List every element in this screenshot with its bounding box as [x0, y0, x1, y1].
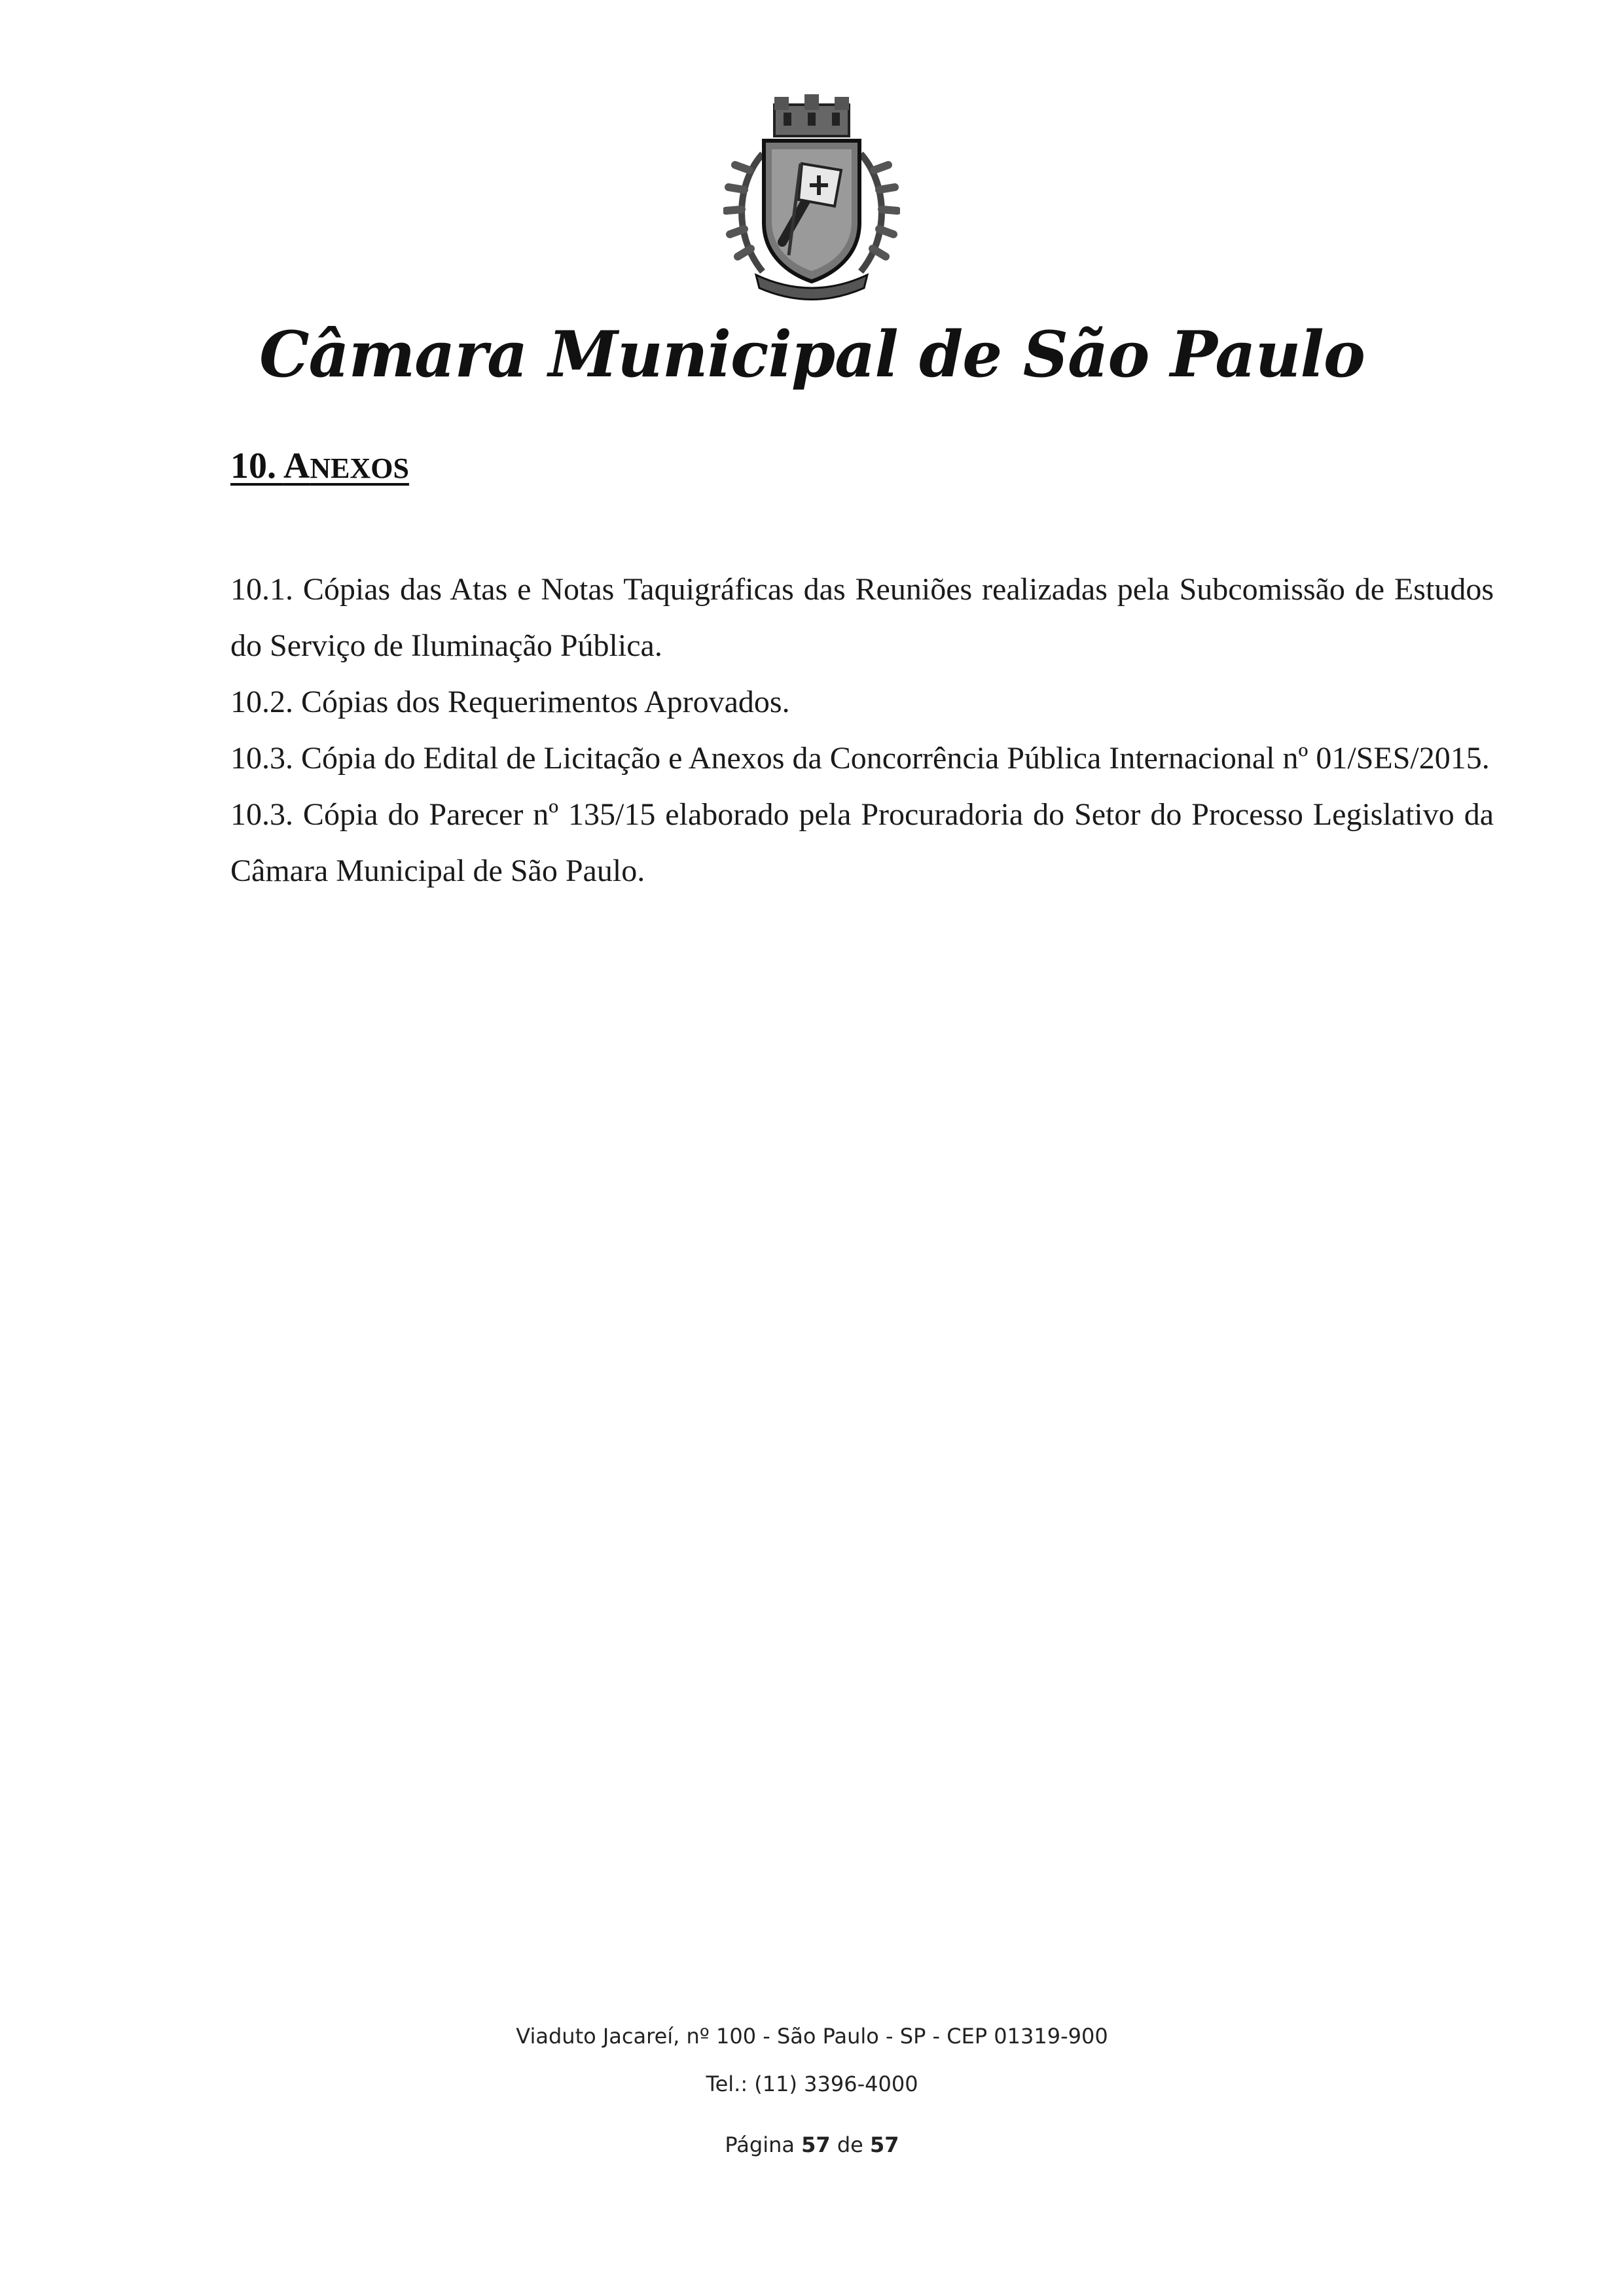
annex-item: 10.3. Cópia do Edital de Licitação e Anexos da Concorrência Pública Internacional nº 01/SES/2015.: [230, 741, 1490, 776]
page-number: [0, 2132, 1624, 2157]
annex-list: [230, 562, 1494, 899]
footer-phone: Tel.: (11) 3396-4000: [706, 2072, 918, 2096]
annex-item: 10.3. Cópia do Parecer nº 135/15 elaborado pela Procuradoria do Setor do Processo Legislativo da Câmara Municipal de São Paulo.: [230, 797, 1494, 888]
organization-title: Câmara Municipal de São Paulo: [259, 317, 1365, 391]
section-title-rest: NEXOS: [310, 452, 409, 484]
page-separator: de: [837, 2132, 863, 2157]
coat-of-arms-icon: [723, 92, 900, 301]
page-current: 57: [801, 2132, 831, 2157]
section-title-initial: A: [283, 446, 310, 486]
annex-item: 10.1. Cópias das Atas e Notas Taquigráficas das Reuniões realizadas pela Subcomissão de Estudos do Serviço de Iluminação Pública.: [230, 572, 1494, 663]
page-total: 57: [870, 2132, 899, 2157]
footer-address: Viaduto Jacareí, nº 100 - São Paulo - SP - CEP 01319-900: [516, 2024, 1108, 2049]
annex-item: 10.2. Cópias dos Requerimentos Aprovados.: [230, 685, 790, 719]
section-heading: [230, 445, 409, 487]
section-number: 10.: [230, 446, 276, 486]
page-prefix: Página: [725, 2132, 795, 2157]
